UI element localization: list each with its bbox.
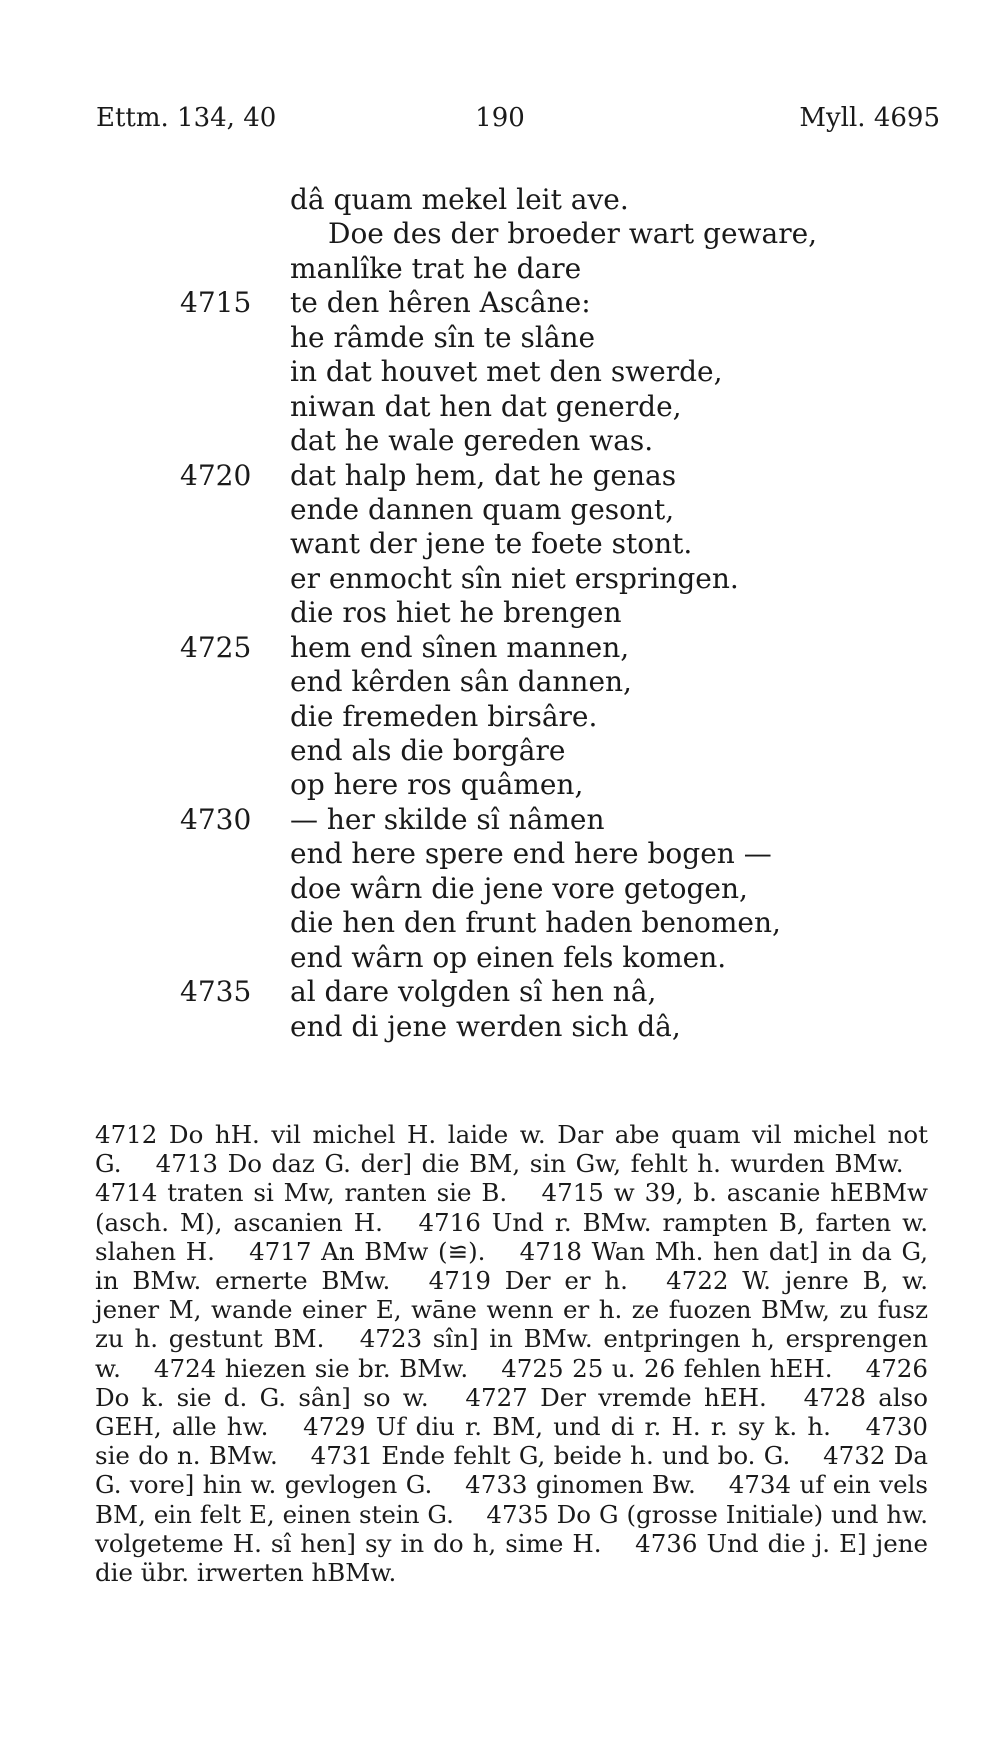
verse-text-line: dâ quam mekel leit ave. [290, 183, 629, 216]
verse-text-line: doe wârn die jene vore getogen, [290, 871, 748, 905]
header-edition-reference: Myll. 4695 [799, 103, 940, 133]
apparatus-note: 4727 Der vremde hEH. [465, 1382, 767, 1412]
apparatus-note: 4726 Do k. sie d. G. sân] so w. [95, 1353, 928, 1412]
verse-line [0, 872, 1000, 906]
verse-text-line: dat halp hem, dat he genas [290, 458, 677, 492]
verse-line [0, 700, 1000, 734]
verse-line [0, 527, 1000, 561]
apparatus-note: 4716 Und r. BMw. rampten B, farten w. slahen H. [95, 1207, 928, 1266]
line-number: 4715 [180, 286, 252, 320]
verse-line [0, 424, 1000, 458]
verse-line [0, 252, 1000, 286]
page-number: 190 [475, 103, 525, 133]
verse-line [0, 768, 1000, 802]
verse-text-line: — her skilde sî nâmen [290, 802, 605, 836]
verse-line [0, 390, 1000, 424]
apparatus-note: 4733 ginomen Bw. [465, 1470, 696, 1500]
verse-line [0, 1010, 1000, 1044]
verse-text-line: manlîke trat he dare [290, 251, 582, 285]
verse-line [0, 631, 1000, 665]
verse-text-line: end als die borgâre [290, 734, 566, 767]
apparatus-note: 4723 sîn] in BMw. entpringen h, ersprengen w. [95, 1324, 928, 1383]
verse-line [0, 975, 1000, 1009]
verse-text-line: end here spere end here bogen — [290, 837, 772, 871]
apparatus-note: 4718 Wan Mh. hen dat] in da G, in BMw. ernerte BMw. [95, 1236, 928, 1296]
verse-text [0, 183, 1000, 1044]
verse-text-line: die fremeden birsâre. [290, 699, 598, 733]
verse-line [0, 183, 1000, 217]
verse-line [0, 562, 1000, 596]
apparatus-note: 4715 w 39, b. ascanie hEBMw (asch. M), ascanien H. [95, 1178, 928, 1237]
verse-line [0, 596, 1000, 630]
apparatus-note: 4729 Uf diu r. BM, und di r. H. r. sy k. h. [303, 1412, 831, 1442]
apparatus-note: 4722 W. jenre B, w. jener M, wande einer E, wāne wenn er h. ze fuozen BMw, zu fusz zu h. gestunt BM. [95, 1266, 928, 1354]
apparatus-note: 4712 Do hH. vil michel H. laide w. Dar abe quam vil michel not G. [95, 1120, 928, 1179]
critical-apparatus [95, 1120, 928, 1587]
verse-text-line: end di jene werden sich dâ, [290, 1009, 681, 1043]
apparatus-note: 4736 Und die j. E] jene die übr. irwerten hBMw. [95, 1528, 928, 1588]
verse-text-line: hem end sînen mannen, [290, 630, 630, 664]
verse-text-line: ende dannen quam gesont, [290, 492, 675, 526]
apparatus-note: 4734 uf ein vels BM, ein felt E, einen stein G. [95, 1470, 928, 1529]
verse-line [0, 803, 1000, 837]
verse-line [0, 459, 1000, 493]
verse-line [0, 941, 1000, 975]
verse-line [0, 217, 1000, 251]
apparatus-note: 4730 sie do n. BMw. [95, 1412, 928, 1471]
line-number: 4720 [180, 458, 252, 492]
apparatus-note: 4725 25 u. 26 fehlen hEH. [501, 1353, 833, 1383]
apparatus-note: 4732 Da G. vore] hin w. gevlogen G. [95, 1441, 928, 1500]
verse-text-line: end kêrden sân dannen, [290, 665, 632, 699]
verse-text-line: dat he wale gereden was. [290, 424, 654, 458]
verse-line [0, 321, 1000, 355]
verse-line [0, 906, 1000, 940]
line-number: 4725 [180, 630, 252, 664]
apparatus-note: 4724 hiezen sie br. BMw. [153, 1353, 469, 1383]
line-number: 4730 [180, 802, 252, 836]
verse-text-line: te den hêren Ascâne: [290, 286, 591, 320]
apparatus-note: 4735 Do G (grosse Initiale) und hw. volgeteme H. sî hen] sy in do h, sime H. [95, 1499, 928, 1558]
verse-line [0, 355, 1000, 389]
apparatus-note: 4731 Ende fehlt G, beide h. und bo. G. [310, 1441, 791, 1471]
verse-line [0, 493, 1000, 527]
verse-line [0, 286, 1000, 320]
verse-text-line: end wârn op einen fels komen. [290, 940, 727, 974]
verse-text-line: die hen den frunt haden benomen, [290, 906, 781, 940]
apparatus-note: 4713 Do daz G. der] die BM, sin Gw, fehlt h. wurden BMw. [155, 1149, 904, 1179]
verse-line [0, 665, 1000, 699]
apparatus-note: 4719 Der er h. [428, 1266, 628, 1296]
verse-text-line: niwan dat hen dat generde, [290, 389, 682, 423]
verse-line [0, 734, 1000, 768]
verse-text-line: want der jene te foete stont. [290, 527, 693, 561]
verse-text-line: al dare volgden sî hen nâ, [290, 975, 657, 1009]
verse-text-line: op here ros quâmen, [290, 768, 584, 802]
verse-text-line: in dat houvet met den swerde, [290, 355, 723, 389]
apparatus-note: 4714 traten si Mw, ranten sie B. [95, 1178, 508, 1208]
running-header [0, 103, 1000, 137]
verse-line [0, 837, 1000, 871]
verse-text-line: er enmocht sîn niet erspringen. [290, 561, 739, 595]
verse-text-line: he râmde sîn te slâne [290, 320, 596, 354]
verse-text-line: die ros hiet he brengen [290, 596, 622, 630]
header-source-reference: Ettm. 134, 40 [96, 103, 277, 133]
verse-text-line: Doe des der broeder wart geware, [328, 217, 818, 251]
line-number: 4735 [180, 975, 252, 1009]
apparatus-note: 4728 also GEH, alle hw. [95, 1382, 928, 1442]
apparatus-note: 4717 An BMw (≌). [249, 1236, 486, 1266]
